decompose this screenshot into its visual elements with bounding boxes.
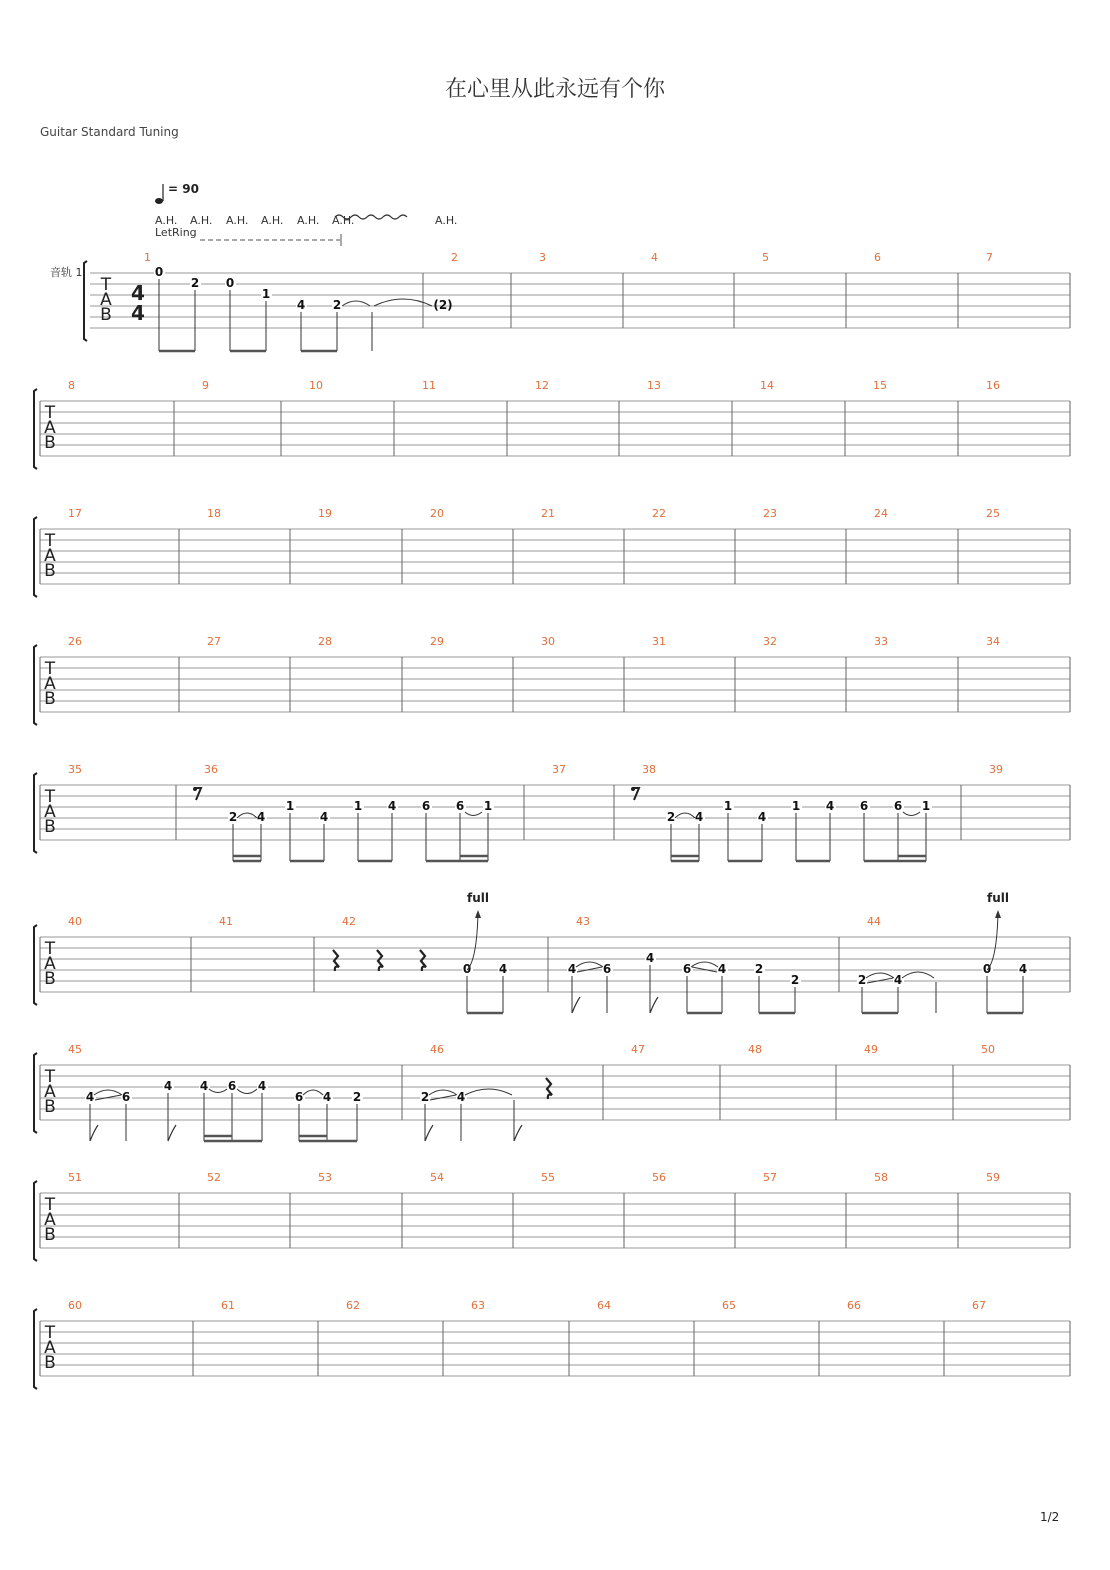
note-flag (425, 1125, 433, 1141)
tab-clef-letter: T (44, 531, 56, 551)
measure-number: 10 (309, 379, 323, 392)
system-bracket (34, 773, 37, 853)
tuning-label: Guitar Standard Tuning (40, 125, 179, 139)
fret-number: 6 (294, 1090, 304, 1104)
fret-number: 2 (857, 973, 867, 987)
measure-number: 17 (68, 507, 82, 520)
harmonic-label: A.H. (155, 214, 178, 227)
quarter-note-icon (155, 198, 163, 204)
tab-clef-letter: A (44, 1338, 56, 1358)
fret-number: 4 (256, 810, 266, 824)
fret-number: 4 (893, 973, 903, 987)
tab-clef-letter: B (44, 969, 56, 989)
fret-number: 2 (352, 1090, 362, 1104)
let-ring-label: LetRing (155, 226, 197, 239)
bend-arrow-icon (995, 910, 1001, 918)
fret-number: 4 (163, 1079, 173, 1093)
fret-number: 4 (757, 810, 767, 824)
measure-number: 7 (986, 251, 993, 264)
tie-arc (866, 973, 894, 978)
tab-clef-letter: B (44, 817, 56, 837)
harmonic-label: A.H. (297, 214, 320, 227)
fret-number: 2 (228, 810, 238, 824)
tie-arc (209, 1089, 227, 1093)
measure-number: 61 (221, 1299, 235, 1312)
tie-arc (237, 813, 257, 818)
tie-arc (94, 1090, 122, 1095)
measure-number: 54 (430, 1171, 444, 1184)
measure-number: 37 (552, 763, 566, 776)
measure-number: 59 (986, 1171, 1000, 1184)
tab-clef-letter: T (44, 1323, 56, 1343)
measure-number: 2 (451, 251, 458, 264)
measure-number: 9 (202, 379, 209, 392)
fret-number: 4 (567, 962, 577, 976)
system-bracket (34, 389, 37, 469)
measure-number: 11 (422, 379, 436, 392)
tab-clef-letter: B (100, 305, 112, 325)
measure-number: 12 (535, 379, 549, 392)
fret-number: 1 (921, 799, 931, 813)
quarter-rest-icon (546, 1078, 552, 1099)
measure-number: 42 (342, 915, 356, 928)
measure-number: 13 (647, 379, 661, 392)
measure-number: 20 (430, 507, 444, 520)
measure-number: 22 (652, 507, 666, 520)
tab-clef-letter: T (44, 1067, 56, 1087)
tab-clef-letter: T (44, 659, 56, 679)
fret-number: 2 (420, 1090, 430, 1104)
measure-number: 53 (318, 1171, 332, 1184)
note-flag (650, 997, 658, 1013)
measure-number: 8 (68, 379, 75, 392)
measure-number: 43 (576, 915, 590, 928)
quarter-rest-icon (333, 950, 339, 971)
measure-number: 58 (874, 1171, 888, 1184)
fret-number: 4 (825, 799, 835, 813)
measure-number: 63 (471, 1299, 485, 1312)
fret-number: 4 (694, 810, 704, 824)
measure-number: 39 (989, 763, 1003, 776)
measure-number: 27 (207, 635, 221, 648)
note-flag (90, 1125, 98, 1141)
fret-number: 6 (893, 799, 903, 813)
system-bracket (34, 1053, 37, 1133)
measure-number: 31 (652, 635, 666, 648)
measure-number: 33 (874, 635, 888, 648)
measure-number: 4 (651, 251, 658, 264)
fret-number: 1 (483, 799, 493, 813)
bend-arrow-icon (475, 910, 481, 918)
tab-clef-letter: A (44, 674, 56, 694)
measure-number: 67 (972, 1299, 986, 1312)
tie-arc (465, 812, 482, 816)
note-flag (514, 1125, 522, 1141)
tab-clef-letter: T (44, 403, 56, 423)
measure-number: 40 (68, 915, 82, 928)
note-flag (168, 1125, 176, 1141)
tab-clef-letter: A (44, 1082, 56, 1102)
measure-number: 21 (541, 507, 555, 520)
fret-number: 6 (121, 1090, 131, 1104)
fret-number: 1 (791, 799, 801, 813)
tempo-marking: = 90 (168, 182, 199, 196)
measure-number: 19 (318, 507, 332, 520)
measure-number: 45 (68, 1043, 82, 1056)
fret-number: 1 (261, 287, 271, 301)
bend-label: full (467, 891, 489, 905)
fret-number: 4 (319, 810, 329, 824)
song-title: 在心里从此永远有个你 (444, 77, 665, 102)
measure-number: 25 (986, 507, 1000, 520)
measure-number: 1 (144, 251, 151, 264)
fret-number: 2 (754, 962, 764, 976)
measure-number: 26 (68, 635, 82, 648)
fret-number: 2 (332, 298, 342, 312)
tie-arc (902, 972, 934, 978)
tab-clef-letter: T (100, 275, 112, 295)
tie-arc (576, 962, 603, 967)
tab-clef-letter: A (44, 802, 56, 822)
system-bracket (34, 1181, 37, 1261)
fret-number: 6 (682, 962, 692, 976)
fret-number: 4 (645, 951, 655, 965)
tab-clef-letter: B (44, 433, 56, 453)
eighth-rest-dot (631, 787, 635, 791)
tab-clef-letter: T (44, 1195, 56, 1215)
tab-clef-letter: B (44, 561, 56, 581)
fret-number: 2 (790, 973, 800, 987)
harmonic-label: A.H. (190, 214, 213, 227)
measure-number: 23 (763, 507, 777, 520)
tie-arc (675, 813, 695, 818)
measure-number: 46 (430, 1043, 444, 1056)
measure-number: 5 (762, 251, 769, 264)
fret-number: 1 (285, 799, 295, 813)
quarter-rest-icon (377, 950, 383, 971)
tie-arc (691, 962, 718, 967)
measure-number: 52 (207, 1171, 221, 1184)
measure-number: 30 (541, 635, 555, 648)
system-bracket (34, 925, 37, 1005)
measure-number: 47 (631, 1043, 645, 1056)
fret-number: 2 (666, 810, 676, 824)
measure-number: 49 (864, 1043, 878, 1056)
measure-number: 6 (874, 251, 881, 264)
tab-clef-letter: A (44, 954, 56, 974)
fret-number: 4 (717, 962, 727, 976)
measure-number: 24 (874, 507, 888, 520)
fret-number: 4 (456, 1090, 466, 1104)
measure-number: 15 (873, 379, 887, 392)
fret-number: 0 (462, 962, 472, 976)
harmonic-label: A.H. (226, 214, 249, 227)
measure-number: 56 (652, 1171, 666, 1184)
system-bracket (34, 645, 37, 725)
tab-clef-letter: A (44, 1210, 56, 1230)
measure-number: 14 (760, 379, 774, 392)
measure-number: 66 (847, 1299, 861, 1312)
fret-number: 4 (387, 799, 397, 813)
fret-number: 6 (421, 799, 431, 813)
tab-clef-letter: B (44, 1225, 56, 1245)
bend-label: full (987, 891, 1009, 905)
fret-number: 6 (227, 1079, 237, 1093)
system-bracket (34, 1309, 37, 1389)
track-label: 音轨 1 (50, 266, 83, 279)
quarter-rest-icon (420, 950, 426, 971)
measure-number: 28 (318, 635, 332, 648)
measure-number: 34 (986, 635, 1000, 648)
tab-clef-letter: A (44, 418, 56, 438)
tab-clef-letter: B (44, 1097, 56, 1117)
measure-number: 50 (981, 1043, 995, 1056)
measure-number: 64 (597, 1299, 611, 1312)
tab-clef-letter: A (44, 546, 56, 566)
tab-clef-letter: B (44, 1353, 56, 1373)
measure-number: 32 (763, 635, 777, 648)
time-signature-top: 4 (131, 281, 145, 305)
tie-arc (237, 1089, 257, 1094)
measure-number: 36 (204, 763, 218, 776)
measure-number: 41 (219, 915, 233, 928)
page-number: 1/2 (1040, 1510, 1060, 1524)
note-flag (572, 997, 580, 1013)
fret-number: (2) (433, 298, 453, 312)
fret-number: 6 (602, 962, 612, 976)
time-signature-bottom: 4 (131, 301, 145, 325)
measure-number: 18 (207, 507, 221, 520)
fret-number: 0 (982, 962, 992, 976)
tie-arc (465, 1089, 512, 1095)
measure-number: 16 (986, 379, 1000, 392)
fret-number: 4 (1018, 962, 1028, 976)
system-bracket (34, 517, 37, 597)
fret-number: 6 (859, 799, 869, 813)
fret-number: 4 (322, 1090, 332, 1104)
fret-number: 6 (455, 799, 465, 813)
measure-number: 35 (68, 763, 82, 776)
fret-number: 4 (199, 1079, 209, 1093)
measure-number: 38 (642, 763, 656, 776)
tab-clef-letter: A (100, 290, 112, 310)
harmonic-label: A.H. (435, 214, 458, 227)
fret-number: 4 (498, 962, 508, 976)
tie-arc (903, 812, 920, 816)
tie-arc (342, 301, 370, 306)
fret-number: 1 (353, 799, 363, 813)
tie-arc (429, 1090, 457, 1095)
tab-clef-letter: T (44, 787, 56, 807)
eighth-rest-dot (193, 787, 197, 791)
measure-number: 3 (539, 251, 546, 264)
fret-number: 2 (190, 276, 200, 290)
measure-number: 57 (763, 1171, 777, 1184)
fret-number: 1 (723, 799, 733, 813)
fret-number: 0 (225, 276, 235, 290)
system-bracket (84, 261, 87, 341)
tab-clef-letter: B (44, 689, 56, 709)
measure-number: 55 (541, 1171, 555, 1184)
tab-clef-letter: T (44, 939, 56, 959)
measure-number: 29 (430, 635, 444, 648)
fret-number: 4 (296, 298, 306, 312)
measure-number: 51 (68, 1171, 82, 1184)
harmonic-label: A.H. (261, 214, 284, 227)
measure-number: 62 (346, 1299, 360, 1312)
tie-arc (303, 1090, 323, 1095)
harmonic-label: A.H. (332, 214, 355, 227)
fret-number: 0 (154, 265, 164, 279)
fret-number: 4 (85, 1090, 95, 1104)
measure-number: 44 (867, 915, 881, 928)
measure-number: 65 (722, 1299, 736, 1312)
measure-number: 48 (748, 1043, 762, 1056)
measure-number: 60 (68, 1299, 82, 1312)
fret-number: 4 (257, 1079, 267, 1093)
